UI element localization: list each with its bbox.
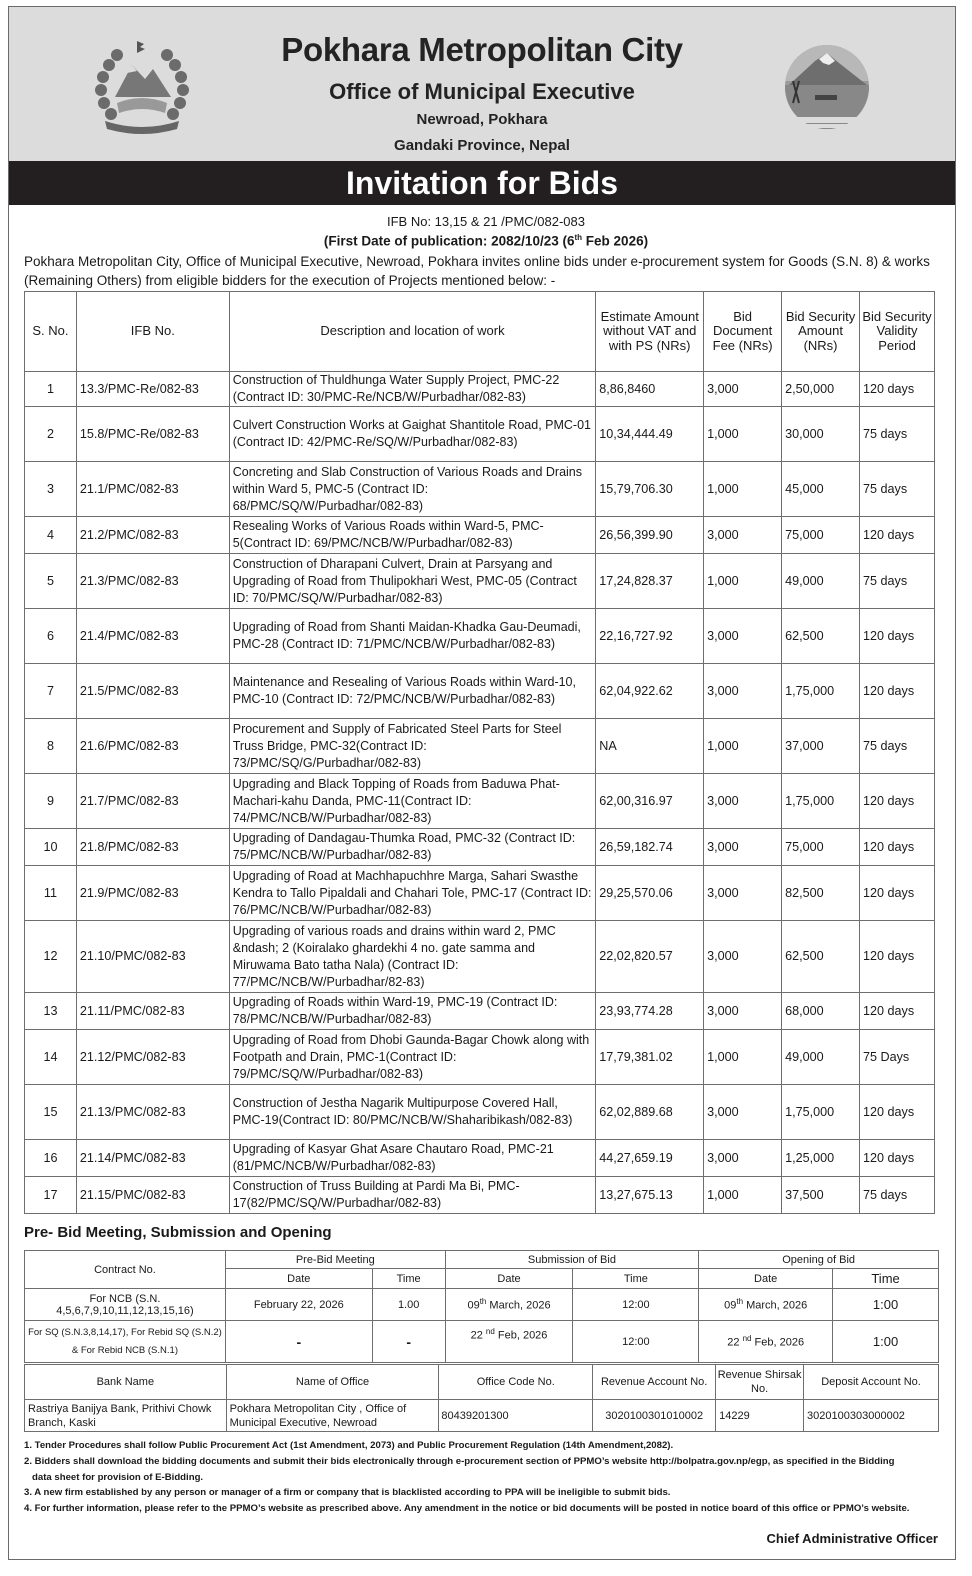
header-security: Bid Security Amount (NRs) — [782, 292, 860, 372]
table-row: 1 13.3/PMC-Re/082-83 Construction of Thuldhunga Water Supply Project, PMC-22 (Contract ID: 30/PMC-Re/NCB/W/Purbadhar/082-83) 8,86,8460 3,000 2,50,000 120 days — [25, 372, 935, 407]
header-prebid-date: Date — [225, 1269, 372, 1289]
table-row: 3 21.1/PMC/082-83 Concreting and Slab Construction of Various Roads and Drains within Ward 5, PMC-5 (Contract ID: 68/PMC/SQ/W/Purbadhar/082-83) 15,79,706.30 1,000 45,000 75 days — [25, 462, 935, 517]
header-office-name: Name of Office — [226, 1365, 439, 1400]
header-open-date: Date — [699, 1269, 833, 1289]
pokhara-city-logo-icon — [779, 41, 875, 137]
header-revenue-shirsak: Revenue Shirsak No. — [716, 1365, 804, 1400]
bank-row: Rastriya Banijya Bank, Prithivi Chowk Branch, Kaski Pokhara Metropolitan City , Office of Municipal Executive, Newroad 80439201300 3020100301010002 14229 3020100303000002 — [25, 1400, 939, 1432]
header-estimate: Estimate Amount without VAT and with PS (NRs) — [596, 292, 704, 372]
note-3: 3. A new firm established by any person or manager of a firm or company that is blacklisted according to PPA will be ineligible to submit bids. — [24, 1487, 671, 1499]
intro-paragraph: Pokhara Metropolitan City, Office of Municipal Executive, Newroad, Pokhara invites online bids under e-procurement system for Goods (S.N. 8) & works (Remaining Others) from eligible bidders for the execution of Projects mentioned below: - — [24, 254, 930, 288]
note-1: 1. Tender Procedures shall follow Public Procurement Act (1st Amendment, 2073) and Public Procurement Regulation (14th Amendment,2082). — [24, 1440, 674, 1451]
header — [9, 7, 955, 161]
table-row: 4 21.2/PMC/082-83 Resealing Works of Various Roads within Ward-5, PMC-5(Contract ID: 69/PMC/NCB/W/Purbadhar/082-83) 26,56,399.90 3,000 75,000 120 days — [25, 517, 935, 554]
table-row: 8 21.6/PMC/082-83 Procurement and Supply of Fabricated Steel Parts for Steel Truss Bridge, PMC-32(Contract ID: 73/PMC/SQ/G/Purbadhar/082-83) NA 1,000 37,000 75 days — [25, 719, 935, 774]
table-row: 16 21.14/PMC/082-83 Upgrading of Kasyar Ghat Asare Chautaro Road, PMC-21 (81/PMC/NCB/W/Purbadhar/082-83) 44,27,659.19 3,000 1,25,000 120 days — [25, 1140, 935, 1177]
table-row: 12 21.10/PMC/082-83 Upgrading of various roads and drains within ward 2, PMC &ndash; 2 (Koiralako ghardekhi 4 no. gate samma and Miruwama Bato tatha Nala) (Contract ID: 77/PMC/NCB/W/Purbadhar/82-83) 22,02,820.57 3,000 62,500 120 days — [25, 921, 935, 993]
note-2-cont: data sheet for provision of E-Bidding. — [32, 1471, 204, 1483]
table-row: 11 21.9/PMC/082-83 Upgrading of Road at Machhapuchhre Marga, Sahari Swasthe Kendra to Tallo Pipaldali and Chahari Tole, PMC-17 (Contract ID: 76/PMC/NCB/W/Purbadhar/082-83) 29,25,570.06 3,000 82,500 120 days — [25, 866, 935, 921]
header-ifb: IFB No. — [76, 292, 229, 372]
header-bank-name: Bank Name — [25, 1365, 227, 1400]
header-pre-bid: Pre-Bid Meeting — [225, 1251, 445, 1269]
page-title-banner: Invitation for Bids — [9, 161, 955, 205]
schedule-section-title: Pre- Bid Meeting, Submission and Opening — [24, 1224, 332, 1241]
header-revenue-account: Revenue Account No. — [593, 1365, 716, 1400]
table-row: 6 21.4/PMC/082-83 Upgrading of Road from Shanti Maidan-Khadka Gau-Deumadi, PMC-28 (Contract ID: 71/PMC/NCB/W/Purbadhar/082-83) 22,16,727.92 3,000 62,500 120 days — [25, 609, 935, 664]
address-line-1: Newroad, Pokhara — [416, 111, 548, 128]
header-prebid-time: Time — [372, 1269, 445, 1289]
bank-details-table — [24, 1364, 939, 1432]
table-row: 15 21.13/PMC/082-83 Construction of Jestha Nagarik Multipurpose Covered Hall, PMC-19(Contract ID: 80/PMC/NCB/W/Shaharibikash/082-83) 62,02,889.68 3,000 1,75,000 120 days — [25, 1085, 935, 1140]
header-sub-date: Date — [445, 1269, 573, 1289]
header-open-time: Time — [833, 1269, 939, 1289]
projects-table — [24, 291, 935, 1214]
city-title: Pokhara Metropolitan City — [281, 31, 683, 68]
publication-date: (First Date of publication: 2082/10/23 (6th Feb 2026) — [323, 233, 649, 249]
table-row: 2 15.8/PMC-Re/082-83 Culvert Construction Works at Gaighat Shantitole Road, PMC-01 (Contract ID: 42/PMC-Re/SQ/W/Purbadhar/082-83) 10,34,444.49 1,000 30,000 75 days — [25, 407, 935, 462]
table-header-row — [25, 292, 935, 372]
note-2: 2. Bidders shall download the bidding documents and submit their bids electronically through e-procurement section of PPMO’s website http://bolpatra.gov.np/egp, as specified in the Bidding — [24, 1455, 895, 1467]
signature: Chief Administrative Officer — [766, 1531, 938, 1546]
table-row: 7 21.5/PMC/082-83 Maintenance and Resealing of Various Roads within Ward-10, PMC-10 (Contract ID: 72/PMC/NCB/W/Purbadhar/082-83) 62,04,922.62 3,000 1,75,000 120 days — [25, 664, 935, 719]
table-row: 5 21.3/PMC/082-83 Construction of Dharapani Culvert, Drain at Parsyang and Upgrading of Road from Thulipokhari West, PMC-05 (Contract ID: 70/PMC/SQ/W/Purbadhar/082-83) 17,24,828.37 1,000 49,000 75 days — [25, 554, 935, 609]
header-opening: Opening of Bid — [699, 1251, 939, 1269]
schedule-row: For NCB (S.N. 4,5,6,7,9,10,11,12,13,15,16) February 22, 2026 1.00 09th March, 2026 12:00 09th March, 2026 1:00 — [25, 1289, 939, 1321]
note-4: 4. For further information, please refer to the PPMO’s website as prescribed above. Any amendment in the notice or bid documents will be posted in notice board of this office or PPMO’s website. — [24, 1503, 910, 1515]
header-contract-no: Contract No. — [25, 1251, 226, 1289]
header-sno: S. No. — [25, 292, 77, 372]
schedule-row: For SQ (S.N.3,8,14,17), For Rebid SQ (S.N.2) & For Rebid NCB (S.N.1) - - 22 $^{nd}$ Feb, 2026 12:00 22 $^{nd}$ Feb, 2026 1:00 — [25, 1321, 939, 1363]
ifb-number: IFB No: 13,15 & 21 /PMC/082-083 — [387, 214, 585, 229]
table-row: 14 21.12/PMC/082-83 Upgrading of Road from Dhobi Gaunda-Bagar Chowk along with Footpath and Drain, PMC-1(Contract ID: 79/PMC/SQ/W/Purbadhar/082-83) 17,79,381.02 1,000 49,000 75 Days — [25, 1030, 935, 1085]
table-row: 10 21.8/PMC/082-83 Upgrading of Dandagau-Thumka Road, PMC-32 (Contract ID: 75/PMC/NCB/W/Purbadhar/082-83) 26,59,182.74 3,000 75,000 120 days — [25, 829, 935, 866]
header-sub-time: Time — [573, 1269, 699, 1289]
header-office-code: Office Code No. — [439, 1365, 593, 1400]
table-row: 9 21.7/PMC/082-83 Upgrading and Black Topping of Roads from Baduwa Phat-Machari-kahu Danda, PMC-11(Contract ID: 74/PMC/NCB/W/Purbadhar/082-83) 62,00,316.97 3,000 1,75,000 120 days — [25, 774, 935, 829]
office-subtitle: Office of Municipal Executive — [329, 79, 635, 104]
table-row: 17 21.15/PMC/082-83 Construction of Truss Building at Pardi Ma Bi, PMC-17(82/PMC/SQ/W/Purbadhar/082-83) 13,27,675.13 1,000 37,500 75 days — [25, 1177, 935, 1214]
header-deposit-account: Deposit Account No. — [804, 1365, 939, 1400]
header-fee: Bid Document Fee (NRs) — [704, 292, 782, 372]
header-description: Description and location of work — [229, 292, 596, 372]
notes-list — [24, 1438, 944, 1517]
schedule-table — [24, 1250, 939, 1363]
header-submission: Submission of Bid — [445, 1251, 699, 1269]
address-line-2: Gandaki Province, Nepal — [394, 137, 570, 154]
table-row: 13 21.11/PMC/082-83 Upgrading of Roads within Ward-19, PMC-19 (Contract ID: 78/PMC/NCB/W/Purbadhar/082-83) 23,93,774.28 3,000 68,000 120 days — [25, 993, 935, 1030]
header-validity: Bid Security Validity Period — [860, 292, 935, 372]
